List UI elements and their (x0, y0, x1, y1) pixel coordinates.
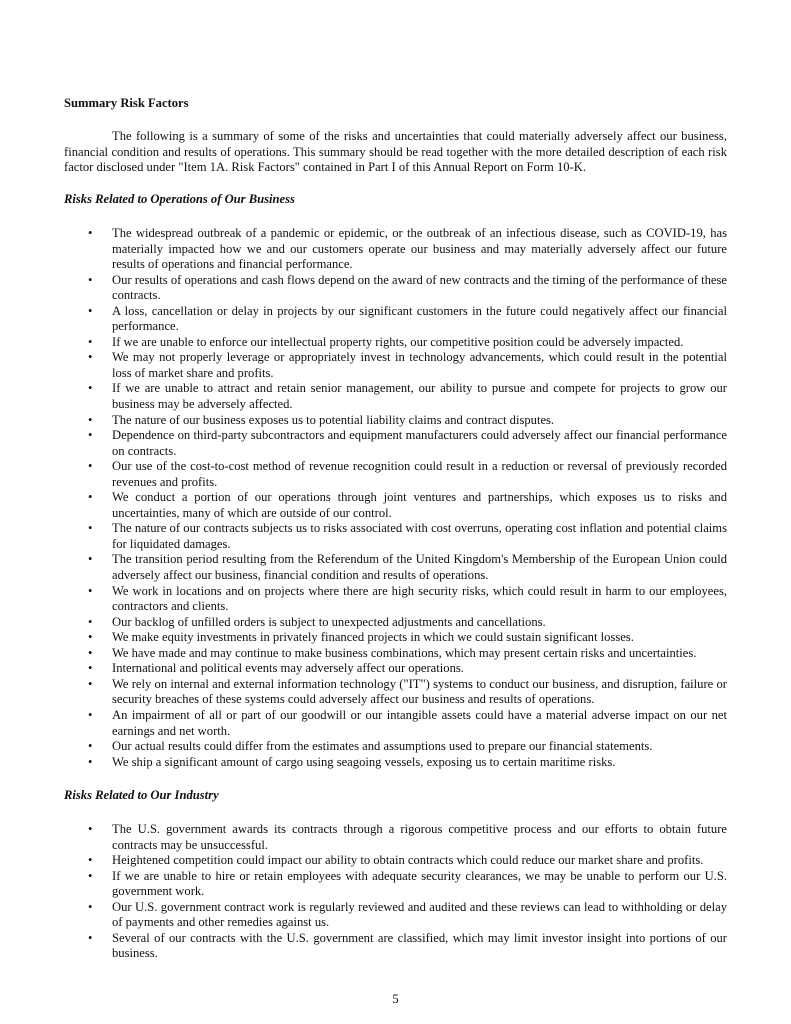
risk-item (64, 552, 727, 583)
bullet-icon: • (88, 645, 93, 660)
risk-item (64, 459, 727, 490)
risk-item-text: A loss, cancellation or delay in projects by our significant customers in the future could negatively affect our financial performance. (112, 303, 727, 334)
risk-item-text: Heightened competition could impact our ability to obtain contracts which could reduce our market share and profits. (112, 853, 704, 868)
risk-item (64, 646, 727, 662)
bullet-icon: • (88, 630, 93, 645)
risk-item (64, 490, 727, 521)
risk-item (64, 521, 727, 552)
risk-item-text: We make equity investments in privately financed projects in which we could sustain significant losses. (112, 630, 634, 645)
bullet-icon: • (88, 614, 93, 629)
risk-item (64, 273, 727, 304)
bullet-icon: • (88, 303, 93, 318)
risk-item (64, 755, 727, 771)
risk-item-text: The U.S. government awards its contracts through a rigorous competitive process and our efforts to obtain future contracts may be unsuccessful. (112, 822, 727, 852)
risk-item-text: The nature of our business exposes us to potential liability claims and contract disputes. (112, 412, 555, 427)
bullet-icon: • (88, 868, 93, 883)
section-title: Summary Risk Factors (64, 96, 189, 110)
intro-paragraph: The following is a summary of some of the risks and uncertainties that could materially adversely affect our business, financial condition and results of operations. This summary should be read together with the more detailed description of each risk factor disclosed under "Item 1A. Risk Factors" contained in Part I of this Annual Report on Form 10-K. (64, 129, 727, 175)
risk-item (64, 661, 727, 677)
bullet-icon: • (88, 226, 93, 240)
risk-item-text: We may not properly leverage or appropriately invest in technology advancements, which could result in the potential loss of market share and profits. (112, 350, 727, 380)
risk-item (64, 931, 727, 962)
risk-item-text: Our results of operations and cash flows depend on the award of new contracts and the timing of the performance of these contracts. (112, 272, 727, 303)
bullet-icon: • (88, 334, 93, 349)
bullet-icon: • (88, 350, 93, 365)
bullet-icon: • (88, 459, 93, 474)
risk-item (64, 413, 727, 429)
risk-item-text: International and political events may adversely affect our operations. (112, 661, 464, 676)
risk-item-text: Our use of the cost-to-cost method of revenue recognition could result in a reduction or reversal of previously recorded revenues and profits. (112, 459, 727, 489)
bullet-icon: • (88, 661, 93, 676)
page-number: 5 (392, 992, 399, 1006)
risk-item (64, 630, 727, 646)
bullet-icon: • (88, 754, 93, 769)
risk-item-text: The nature of our contracts subjects us to risks associated with cost overruns, operating cost inflation and potential claims for liquidated damages. (112, 521, 727, 551)
risk-item-text: We ship a significant amount of cargo using seagoing vessels, exposing us to certain maritime risks. (112, 754, 616, 769)
risk-item-text: If we are unable to hire or retain employees with adequate security clearances, we may be unable to perform our U.S. government work. (112, 868, 727, 899)
risk-item-text: If we are unable to enforce our intellectual property rights, our competitive position could be adversely impacted. (112, 334, 684, 349)
risk-item (64, 381, 727, 412)
subheading-industry: Risks Related to Our Industry (64, 788, 219, 802)
risk-item (64, 853, 727, 869)
risk-item-text: Our backlog of unfilled orders is subject to unexpected adjustments and cancellations. (112, 614, 546, 629)
bullet-icon: • (88, 272, 93, 287)
risk-item-text: The widespread outbreak of a pandemic or epidemic, or the outbreak of an infectious disease, such as COVID-19, has materially impacted how we and our customers operate our business and may materially adversely affect our future results of operations and financial performance. (112, 226, 727, 272)
risk-item (64, 304, 727, 335)
risk-item-text: If we are unable to attract and retain senior management, our ability to pursue and compete for projects to grow our business may be adversely affected. (112, 381, 727, 412)
bullet-icon: • (88, 822, 93, 836)
bullet-icon: • (88, 412, 93, 427)
risk-item-text: Our U.S. government contract work is regularly reviewed and audited and these reviews can lead to withholding or delay of payments and other remedies against us. (112, 899, 727, 930)
risk-list-industry (64, 822, 727, 962)
bullet-icon: • (88, 676, 93, 691)
subheading-operations: Risks Related to Operations of Our Business (64, 192, 295, 206)
bullet-icon: • (88, 583, 93, 598)
risk-item (64, 900, 727, 931)
risk-item-text: Dependence on third-party subcontractors and equipment manufacturers could adversely affect our financial performance on contracts. (112, 428, 727, 458)
risk-item-text: Our actual results could differ from the estimates and assumptions used to prepare our financial statements. (112, 739, 653, 754)
risk-item-text: We rely on internal and external information technology ("IT") systems to conduct our business, and disruption, failure or security breaches of these systems could adversely affect our business and results of operations. (112, 676, 727, 707)
bullet-icon: • (88, 899, 93, 914)
bullet-icon: • (88, 552, 93, 567)
risk-item-text: We conduct a portion of our operations through joint ventures and partnerships, which exposes us to risks and uncertainties, many of which are outside of our control. (112, 490, 727, 520)
risk-list-operations (64, 226, 727, 770)
risk-item (64, 822, 727, 853)
bullet-icon: • (88, 930, 93, 945)
risk-item-text: Several of our contracts with the U.S. government are classified, which may limit investor insight into portions of our business. (112, 930, 727, 961)
risk-item (64, 335, 727, 351)
risk-item (64, 677, 727, 708)
risk-item (64, 428, 727, 459)
bullet-icon: • (88, 490, 93, 505)
bullet-icon: • (88, 381, 93, 396)
risk-item (64, 226, 727, 273)
risk-item-text: We have made and may continue to make business combinations, which may present certain risks and uncertainties. (112, 645, 697, 660)
bullet-icon: • (88, 707, 93, 722)
risk-item (64, 584, 727, 615)
risk-item-text: We work in locations and on projects where there are high security risks, which could result in harm to our employees, contractors and clients. (112, 583, 727, 614)
bullet-icon: • (88, 428, 93, 443)
risk-item-text: The transition period resulting from the Referendum of the United Kingdom's Membership of the European Union could adversely affect our business, financial condition and results of operations. (112, 552, 727, 583)
bullet-icon: • (88, 521, 93, 536)
risk-item (64, 869, 727, 900)
risk-item (64, 350, 727, 381)
bullet-icon: • (88, 739, 93, 754)
risk-item (64, 708, 727, 739)
risk-item (64, 739, 727, 755)
risk-item-text: An impairment of all or part of our goodwill or our intangible assets could have a material adverse impact on our net earnings and net worth. (112, 707, 727, 738)
bullet-icon: • (88, 853, 93, 868)
risk-item (64, 615, 727, 631)
